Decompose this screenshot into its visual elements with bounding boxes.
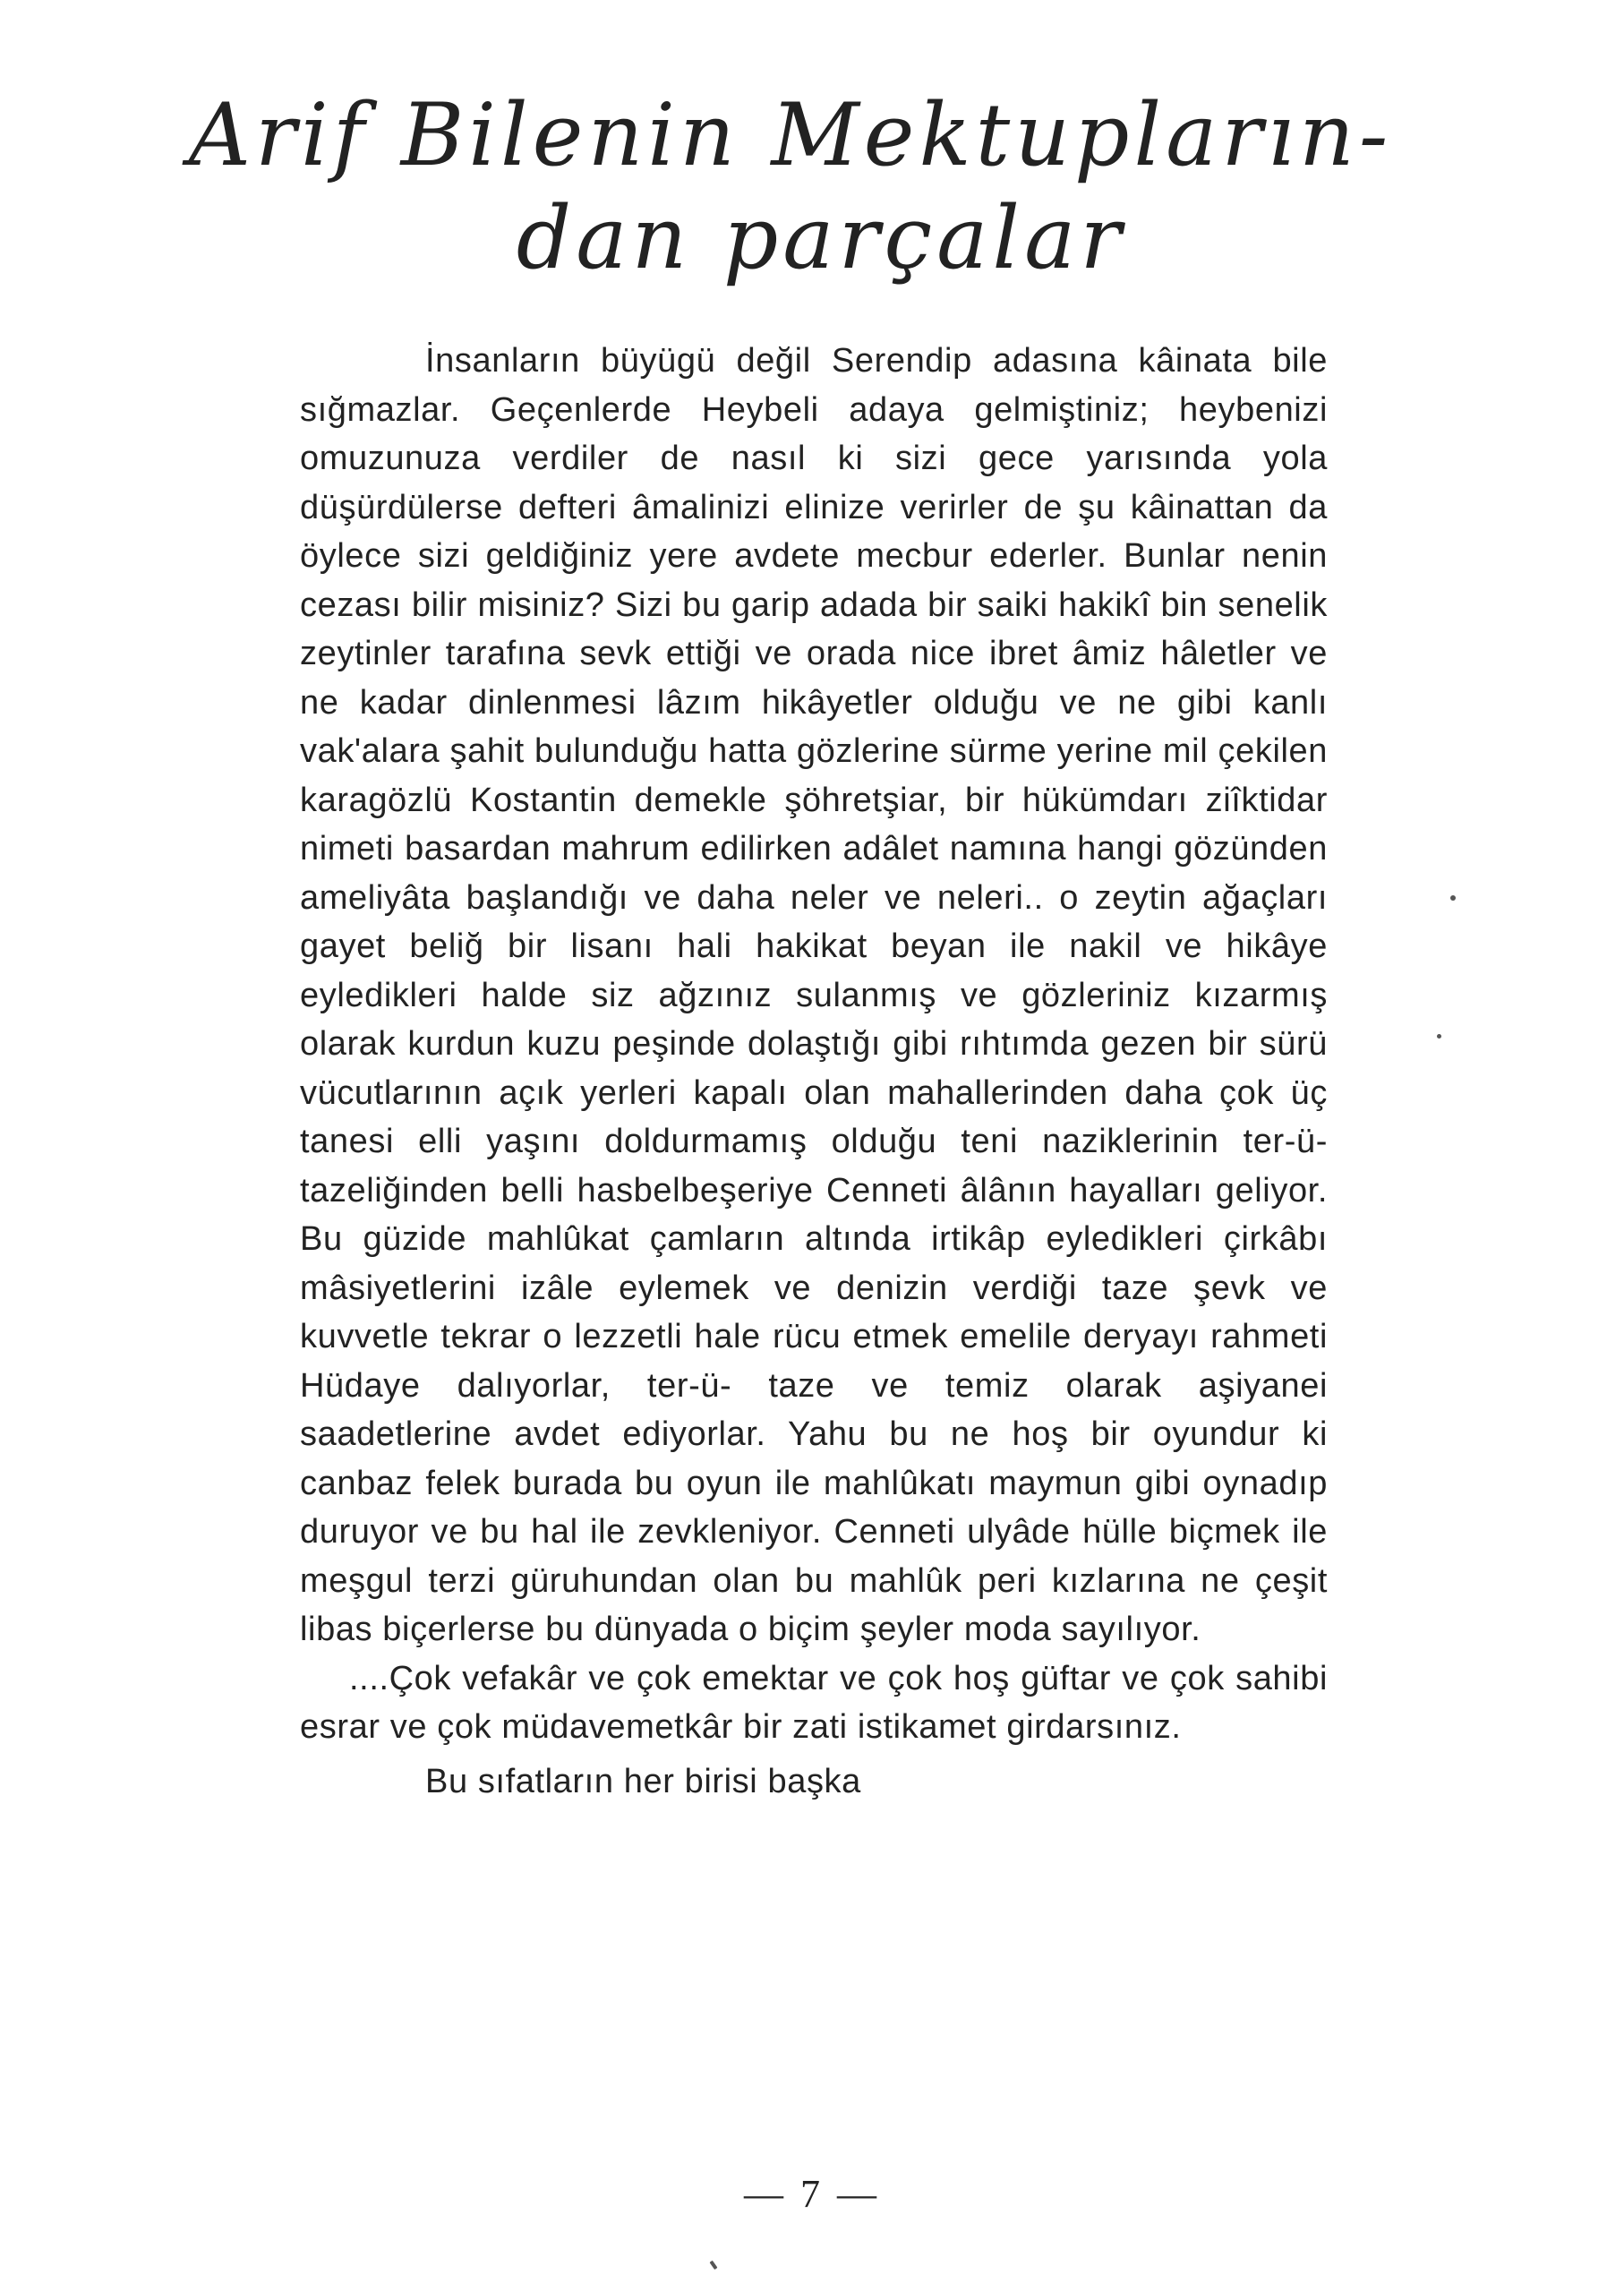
paragraph-3: Bu sıfatların her birisi başka xyxy=(425,1762,861,1800)
paragraph-1: İnsanların büyügü değil Serendip adasına kâinata bile sığmazlar. Geçenlerde Heybeli adaya gelmiştiniz; heybenizi omuzunuza verdiler de nasıl ki sizi gece yarısında yola düşürdülerse defteri âmalinizi elinize verirler de şu kâinattan da öylece sizi geldiğiniz yere avdete mecbur ederler. Bunlar nenin cezası bilir misiniz? Sizi bu garip adada bir saiki hakikî bin senelik zeytinler tarafına sevk ettiği ve orada nice ibret âmiz hâletler ve ne kadar dinlenmesi lâzım hikâyetler olduğu ve ne gibi kanlı vak'alara şahit bulunduğu hatta gözlerine sürme yerine mil çekilen karagözlü Kostantin demekle şöhretşiar, bir hükümdarı ziîktidar nimeti basardan mahrum edilirken adâlet namına hangi gözünden ameliyâta başlandığı ve daha neler ve neleri.. o zeytin ağaçları gayet beliğ bir lisanı hali hakikat beyan ile nakil ve hikâye eyledikleri halde siz ağzınız sulanmış ve gözleriniz kızarmış olarak kurdun kuzu peşinde dolaştığı gibi rıhtımda gezen bir sürü vücutlarının açık yerleri kapalı olan mahallerinden daha çok üç tanesi elli yaşını doldurmamış olduğu teni naziklerinin ter-ü- tazeliğinden belli hasbelbeşeriye Cenneti âlânın hayalları geliyor. Bu güzide mahlûkat çamların altında irtikâp eyledikleri çirkâbı mâsiyetlerini izâle eylemek ve denizin verdiği taze şevk ve kuvvetle tekrar o lezzetli hale rücu etmek emelile deryayı rahmeti Hüdaye dalıyorlar, ter-ü- taze ve temiz olarak aşiyanei saadetlerine avdet ediyorlar. Yahu bu ne hoş bir oyundur ki canbaz felek burada bu oyun ile mahlûkatı maymun gibi oynadıp duruyor ve bu hal ile zevkleniyor. Cenneti ulyâde hülle biçmek ile meşgul terzi güruhundan olan bu mahlûk peri kızlarına ne çeşit libas biçerlerse bu dünyada o biçim şeyler moda sayılıyor. xyxy=(300,342,1328,1648)
letter-body xyxy=(300,337,1328,1806)
title-line-2: dan parçalar xyxy=(516,188,1126,288)
scan-speck xyxy=(709,2261,717,2270)
scan-speck xyxy=(1450,895,1456,901)
scan-speck xyxy=(1437,1034,1441,1039)
title-line-1: Arif Bilenin Mektupların- xyxy=(188,85,1393,185)
paragraph-2: ....Çok vefakâr ve çok emektar ve çok hoş güftar ve çok sahibi esrar ve çok müdavemetkâr bir zati istikamet girdarsınız. xyxy=(300,1659,1328,1746)
page-number: — 7 — xyxy=(744,2172,880,2216)
